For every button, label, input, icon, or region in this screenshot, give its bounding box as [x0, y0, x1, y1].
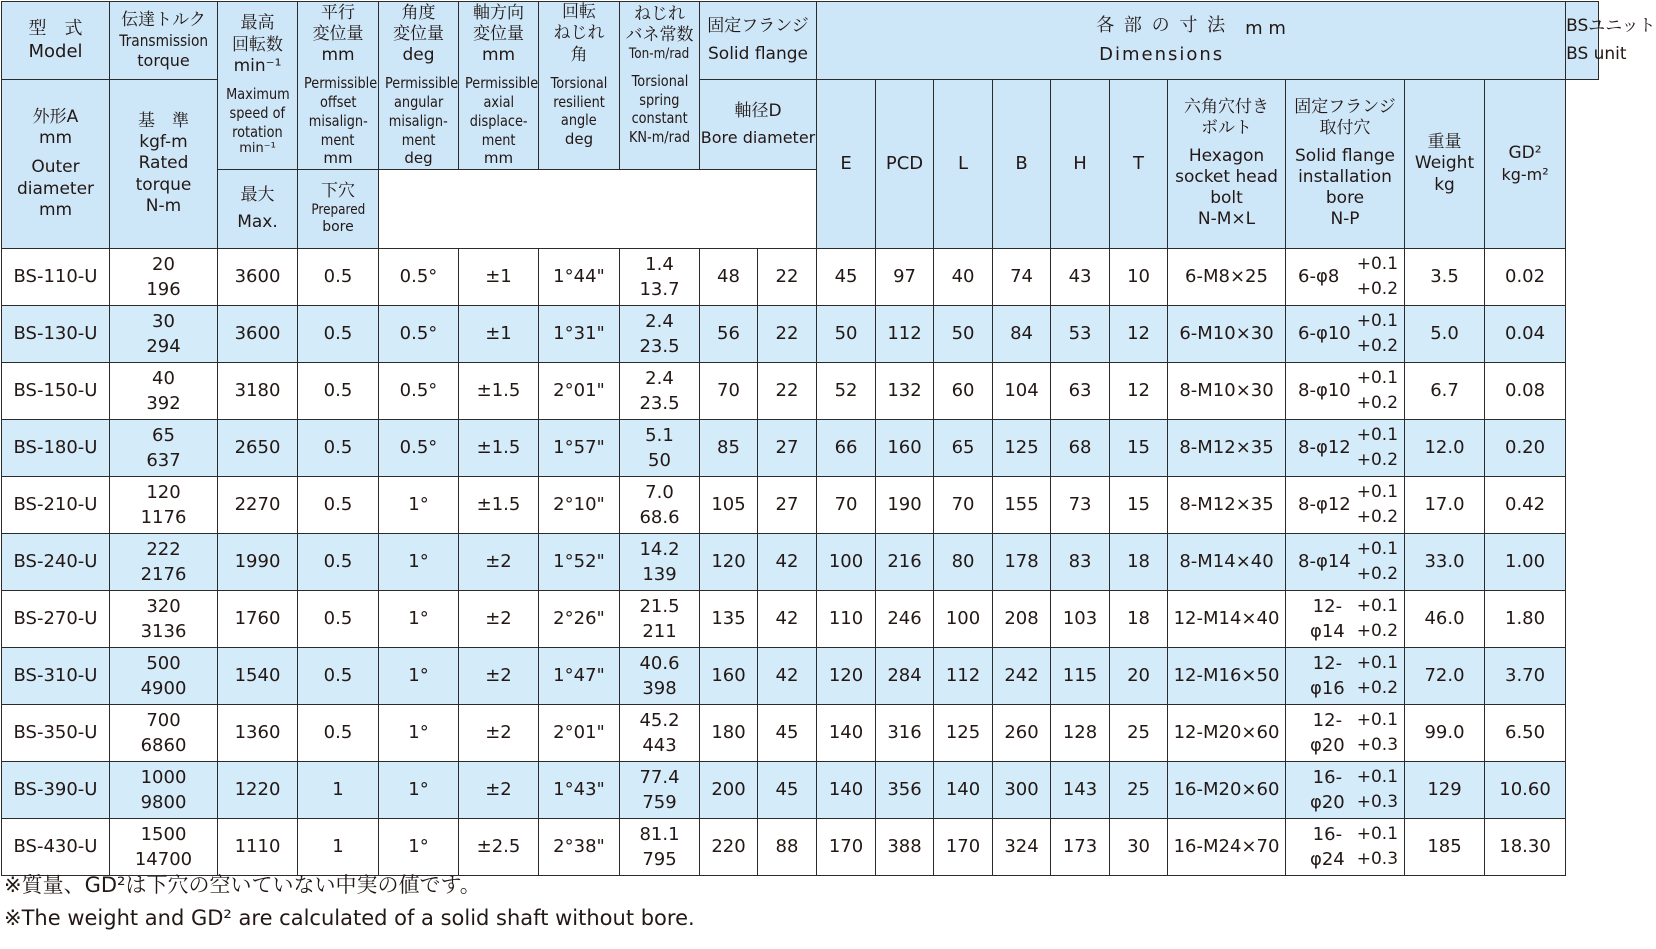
- cell-angular: 1°: [379, 533, 459, 590]
- cell-T: 25: [1110, 761, 1168, 818]
- cell-T: 25: [1110, 704, 1168, 761]
- cell-offset: 0.5: [298, 533, 379, 590]
- cell-E: 140: [817, 704, 876, 761]
- cell-B: 84: [993, 305, 1051, 362]
- cell-spring-constant: 7.0 68.6: [620, 476, 700, 533]
- cell-offset: 0.5: [298, 248, 379, 305]
- cell-model: BS-180-U: [2, 419, 110, 476]
- cell-L: 112: [934, 647, 993, 704]
- cell-offset: 1: [298, 761, 379, 818]
- cell-PCD: 216: [876, 533, 934, 590]
- cell-gd2: 0.20: [1485, 419, 1566, 476]
- cell-max-speed: 1760: [218, 590, 298, 647]
- cell-bore-max: 105: [700, 476, 758, 533]
- cell-H: 83: [1051, 533, 1110, 590]
- cell-bore-max: 135: [700, 590, 758, 647]
- cell-axial: ±1.5: [459, 476, 539, 533]
- cell-install-bore: [1286, 818, 1405, 875]
- cell-T: 20: [1110, 647, 1168, 704]
- cell-PCD: 97: [876, 248, 934, 305]
- cell-bolt: 8-M12×35: [1168, 476, 1286, 533]
- cell-L: 80: [934, 533, 993, 590]
- cell-H: 128: [1051, 704, 1110, 761]
- cell-angular: 1°: [379, 476, 459, 533]
- cell-spring-constant: 40.6 398: [620, 647, 700, 704]
- cell-bore-prepared: 22: [758, 362, 817, 419]
- cell-E: 120: [817, 647, 876, 704]
- header-rated-torque: 基 準 kgf-m Rated torque N-m: [110, 80, 218, 249]
- tolerance: +0.1 +0.2: [1356, 652, 1399, 698]
- cell-torque: 30 294: [110, 305, 218, 362]
- header-outer-diameter: 外形A mm Outer diameter mm: [2, 80, 110, 249]
- cell-L: 50: [934, 305, 993, 362]
- cell-model: BS-150-U: [2, 362, 110, 419]
- cell-axial: ±2: [459, 590, 539, 647]
- cell-install-bore: [1286, 761, 1405, 818]
- header-model: 型 式 Model: [2, 2, 110, 80]
- cell-L: 65: [934, 419, 993, 476]
- tolerance: +0.1 +0.2: [1356, 481, 1399, 527]
- cell-bolt: 12-M16×50: [1168, 647, 1286, 704]
- cell-angular: 1°: [379, 761, 459, 818]
- cell-torsional-angle: 1°44": [539, 248, 620, 305]
- header-prepared-bore: 下穴 Prepared bore: [298, 169, 379, 248]
- cell-max-speed: 2650: [218, 419, 298, 476]
- install-bore-value: 12-φ20: [1309, 709, 1345, 756]
- tolerance: +0.1 +0.2: [1356, 595, 1399, 641]
- header-max-speed: 最高 回転数 min⁻¹ Maximum speed of rotation min⁻¹: [218, 2, 298, 170]
- install-bore-value: 6-φ10: [1298, 323, 1351, 345]
- cell-max-speed: 1990: [218, 533, 298, 590]
- cell-axial: ±1.5: [459, 419, 539, 476]
- cell-spring-constant: 2.4 23.5: [620, 305, 700, 362]
- cell-torsional-angle: 1°57": [539, 419, 620, 476]
- header-install-bore: 固定フランジ 取付穴 Solid flange installation bore N-P: [1286, 80, 1405, 249]
- cell-L: 140: [934, 761, 993, 818]
- cell-B: 208: [993, 590, 1051, 647]
- cell-bolt: 6-M8×25: [1168, 248, 1286, 305]
- cell-install-bore: [1286, 647, 1405, 704]
- cell-T: 18: [1110, 590, 1168, 647]
- cell-T: 12: [1110, 305, 1168, 362]
- cell-bolt: 12-M14×40: [1168, 590, 1286, 647]
- header-axial: 軸方向 変位量 mm Permissible axial displace- ment mm: [459, 2, 539, 170]
- cell-E: 50: [817, 305, 876, 362]
- cell-offset: 0.5: [298, 362, 379, 419]
- cell-torsional-angle: 2°26": [539, 590, 620, 647]
- table-row: [2, 305, 1599, 362]
- note-japanese: ※質量、GD²は下穴の空いていない中実の値です。: [4, 873, 481, 897]
- cell-H: 115: [1051, 647, 1110, 704]
- cell-model: BS-240-U: [2, 533, 110, 590]
- cell-PCD: 132: [876, 362, 934, 419]
- install-bore-value: 16-φ20: [1309, 766, 1345, 813]
- cell-bore-max: 56: [700, 305, 758, 362]
- cell-offset: 0.5: [298, 647, 379, 704]
- cell-bore-max: 220: [700, 818, 758, 875]
- cell-torque: 320 3136: [110, 590, 218, 647]
- cell-H: 143: [1051, 761, 1110, 818]
- cell-axial: ±1.5: [459, 362, 539, 419]
- note-english: ※The weight and GD² are calculated of a solid shaft without bore.: [4, 906, 695, 930]
- cell-torsional-angle: 2°38": [539, 818, 620, 875]
- cell-spring-constant: 1.4 13.7: [620, 248, 700, 305]
- spec-table: [1, 1, 1656, 876]
- cell-model: BS-310-U: [2, 647, 110, 704]
- tolerance: +0.1 +0.2: [1356, 424, 1399, 470]
- cell-H: 63: [1051, 362, 1110, 419]
- header-bs-unit: BSユニット BS unit: [1566, 2, 1599, 80]
- table-row: [2, 590, 1599, 647]
- cell-gd2: 10.60: [1485, 761, 1566, 818]
- cell-model: BS-430-U: [2, 818, 110, 875]
- cell-B: 125: [993, 419, 1051, 476]
- cell-B: 104: [993, 362, 1051, 419]
- cell-B: 300: [993, 761, 1051, 818]
- install-bore-value: 8-φ10: [1298, 380, 1351, 402]
- cell-model: BS-110-U: [2, 248, 110, 305]
- cell-L: 40: [934, 248, 993, 305]
- table-row: [2, 761, 1599, 818]
- cell-bore-prepared: 45: [758, 761, 817, 818]
- header-spring-constant: ねじれ バネ常数 Ton-m/rad Torsional spring constant KN-m/rad: [620, 2, 700, 170]
- cell-bore-prepared: 42: [758, 590, 817, 647]
- cell-model: BS-390-U: [2, 761, 110, 818]
- cell-bore-prepared: 42: [758, 533, 817, 590]
- cell-angular: 1°: [379, 590, 459, 647]
- cell-spring-constant: 5.1 50: [620, 419, 700, 476]
- cell-axial: ±1: [459, 305, 539, 362]
- cell-model: BS-130-U: [2, 305, 110, 362]
- cell-torque: 500 4900: [110, 647, 218, 704]
- tolerance: +0.1 +0.2: [1356, 538, 1399, 584]
- header-B: B: [993, 80, 1051, 249]
- cell-offset: 0.5: [298, 704, 379, 761]
- cell-gd2: 3.70: [1485, 647, 1566, 704]
- header-E: E: [817, 80, 876, 249]
- cell-T: 18: [1110, 533, 1168, 590]
- cell-weight: 129: [1405, 761, 1485, 818]
- cell-PCD: 284: [876, 647, 934, 704]
- cell-torsional-angle: 1°47": [539, 647, 620, 704]
- table-row: [2, 419, 1599, 476]
- table-row: [2, 818, 1599, 875]
- header-T: T: [1110, 80, 1168, 249]
- cell-spring-constant: 2.4 23.5: [620, 362, 700, 419]
- cell-offset: 0.5: [298, 419, 379, 476]
- header-bore-diameter: 軸径D Bore diameter: [700, 80, 817, 170]
- cell-torque: 65 637: [110, 419, 218, 476]
- cell-spring-constant: 77.4 759: [620, 761, 700, 818]
- header-weight: 重量 Weight kg: [1405, 80, 1485, 249]
- cell-PCD: 316: [876, 704, 934, 761]
- cell-E: 140: [817, 761, 876, 818]
- cell-torque: 222 2176: [110, 533, 218, 590]
- cell-L: 60: [934, 362, 993, 419]
- cell-PCD: 388: [876, 818, 934, 875]
- cell-bolt: 12-M20×60: [1168, 704, 1286, 761]
- cell-torque: 20 196: [110, 248, 218, 305]
- cell-install-bore: [1286, 476, 1405, 533]
- cell-model: BS-210-U: [2, 476, 110, 533]
- cell-max-speed: 1110: [218, 818, 298, 875]
- cell-H: 73: [1051, 476, 1110, 533]
- cell-bore-prepared: 27: [758, 476, 817, 533]
- install-bore-value: 8-φ12: [1298, 494, 1351, 516]
- cell-angular: 1°: [379, 818, 459, 875]
- header-gd2: GD² kg-m²: [1485, 80, 1566, 249]
- cell-torsional-angle: 2°01": [539, 362, 620, 419]
- cell-weight: 6.7: [1405, 362, 1485, 419]
- cell-gd2: 6.50: [1485, 704, 1566, 761]
- cell-bolt: 8-M10×30: [1168, 362, 1286, 419]
- cell-bore-prepared: 22: [758, 305, 817, 362]
- cell-T: 12: [1110, 362, 1168, 419]
- cell-weight: 99.0: [1405, 704, 1485, 761]
- cell-H: 173: [1051, 818, 1110, 875]
- cell-spring-constant: 45.2 443: [620, 704, 700, 761]
- table-row: [2, 647, 1599, 704]
- install-bore-value: 16-φ24: [1309, 823, 1345, 870]
- cell-torque: 120 1176: [110, 476, 218, 533]
- cell-B: 260: [993, 704, 1051, 761]
- cell-PCD: 112: [876, 305, 934, 362]
- cell-install-bore: [1286, 533, 1405, 590]
- header-hex-bolt: 六角穴付き ボルト Hexagon socket head bolt N-M×L: [1168, 80, 1286, 249]
- cell-L: 170: [934, 818, 993, 875]
- cell-bolt: 8-M12×35: [1168, 419, 1286, 476]
- tolerance: +0.1 +0.2: [1356, 310, 1399, 356]
- cell-E: 66: [817, 419, 876, 476]
- cell-E: 110: [817, 590, 876, 647]
- table-row: [2, 533, 1599, 590]
- install-bore-value: 8-φ12: [1298, 437, 1351, 459]
- cell-weight: 46.0: [1405, 590, 1485, 647]
- cell-bore-prepared: 22: [758, 248, 817, 305]
- table-row: [2, 704, 1599, 761]
- cell-angular: 1°: [379, 647, 459, 704]
- cell-spring-constant: 21.5 211: [620, 590, 700, 647]
- cell-bore-max: 120: [700, 533, 758, 590]
- cell-H: 103: [1051, 590, 1110, 647]
- cell-torsional-angle: 1°43": [539, 761, 620, 818]
- cell-install-bore: [1286, 248, 1405, 305]
- cell-max-speed: 1220: [218, 761, 298, 818]
- cell-weight: 72.0: [1405, 647, 1485, 704]
- cell-max-speed: 1540: [218, 647, 298, 704]
- cell-torsional-angle: 1°52": [539, 533, 620, 590]
- cell-gd2: 0.08: [1485, 362, 1566, 419]
- cell-L: 70: [934, 476, 993, 533]
- cell-weight: 17.0: [1405, 476, 1485, 533]
- cell-bolt: 16-M20×60: [1168, 761, 1286, 818]
- cell-B: 242: [993, 647, 1051, 704]
- cell-E: 170: [817, 818, 876, 875]
- cell-install-bore: [1286, 704, 1405, 761]
- install-bore-value: 12-φ14: [1309, 595, 1345, 642]
- cell-T: 10: [1110, 248, 1168, 305]
- cell-bore-max: 160: [700, 647, 758, 704]
- header-L: L: [934, 80, 993, 249]
- cell-bore-max: 200: [700, 761, 758, 818]
- cell-install-bore: [1286, 305, 1405, 362]
- table-row: [2, 476, 1599, 533]
- cell-bore-prepared: 88: [758, 818, 817, 875]
- cell-weight: 12.0: [1405, 419, 1485, 476]
- cell-angular: 0.5°: [379, 419, 459, 476]
- cell-torque: 700 6860: [110, 704, 218, 761]
- cell-T: 30: [1110, 818, 1168, 875]
- cell-axial: ±2.5: [459, 818, 539, 875]
- cell-H: 53: [1051, 305, 1110, 362]
- cell-PCD: 356: [876, 761, 934, 818]
- cell-angular: 0.5°: [379, 248, 459, 305]
- header-dimensions: 各 部 の 寸 法 Dimensions m m: [817, 2, 1566, 80]
- cell-model: BS-270-U: [2, 590, 110, 647]
- cell-T: 15: [1110, 476, 1168, 533]
- header-offset: 平行 変位量 mm Permissible offset misalign- ment mm: [298, 2, 379, 170]
- cell-PCD: 160: [876, 419, 934, 476]
- cell-angular: 1°: [379, 704, 459, 761]
- cell-B: 178: [993, 533, 1051, 590]
- cell-offset: 1: [298, 818, 379, 875]
- cell-install-bore: [1286, 590, 1405, 647]
- cell-bore-max: 48: [700, 248, 758, 305]
- cell-weight: 33.0: [1405, 533, 1485, 590]
- cell-bore-max: 70: [700, 362, 758, 419]
- cell-H: 43: [1051, 248, 1110, 305]
- cell-bolt: 16-M24×70: [1168, 818, 1286, 875]
- cell-torsional-angle: 2°10": [539, 476, 620, 533]
- cell-max-speed: 3600: [218, 248, 298, 305]
- install-bore-value: 6-φ8: [1298, 266, 1340, 288]
- cell-gd2: 0.02: [1485, 248, 1566, 305]
- cell-B: 324: [993, 818, 1051, 875]
- cell-T: 15: [1110, 419, 1168, 476]
- cell-B: 74: [993, 248, 1051, 305]
- header-max-bore: 最大 Max.: [218, 169, 298, 248]
- cell-axial: ±2: [459, 761, 539, 818]
- cell-bolt: 8-M14×40: [1168, 533, 1286, 590]
- tolerance: +0.1 +0.3: [1356, 823, 1399, 869]
- header-torque: 伝達トルク Transmission torque: [110, 2, 218, 80]
- tolerance: +0.1 +0.3: [1356, 709, 1399, 755]
- cell-axial: ±2: [459, 704, 539, 761]
- cell-gd2: 0.42: [1485, 476, 1566, 533]
- cell-install-bore: [1286, 362, 1405, 419]
- cell-model: BS-350-U: [2, 704, 110, 761]
- cell-axial: ±2: [459, 647, 539, 704]
- cell-bolt: 6-M10×30: [1168, 305, 1286, 362]
- cell-torque: 1000 9800: [110, 761, 218, 818]
- cell-spring-constant: 81.1 795: [620, 818, 700, 875]
- cell-E: 52: [817, 362, 876, 419]
- cell-angular: 0.5°: [379, 362, 459, 419]
- cell-torsional-angle: 2°01": [539, 704, 620, 761]
- cell-offset: 0.5: [298, 590, 379, 647]
- cell-axial: ±2: [459, 533, 539, 590]
- cell-axial: ±1: [459, 248, 539, 305]
- cell-weight: 185: [1405, 818, 1485, 875]
- table-row: [2, 362, 1599, 419]
- cell-max-speed: 3180: [218, 362, 298, 419]
- cell-bore-max: 180: [700, 704, 758, 761]
- cell-torque: 40 392: [110, 362, 218, 419]
- cell-install-bore: [1286, 419, 1405, 476]
- cell-offset: 0.5: [298, 476, 379, 533]
- cell-L: 125: [934, 704, 993, 761]
- cell-gd2: 1.80: [1485, 590, 1566, 647]
- cell-bore-prepared: 27: [758, 419, 817, 476]
- cell-angular: 0.5°: [379, 305, 459, 362]
- install-bore-value: 8-φ14: [1298, 551, 1351, 573]
- table-body: [2, 248, 1599, 875]
- cell-max-speed: 2270: [218, 476, 298, 533]
- cell-bore-prepared: 45: [758, 704, 817, 761]
- cell-max-speed: 3600: [218, 305, 298, 362]
- cell-weight: 3.5: [1405, 248, 1485, 305]
- install-bore-value: 12-φ16: [1309, 652, 1345, 699]
- cell-weight: 5.0: [1405, 305, 1485, 362]
- header-torsional-angle: 回転 ねじれ 角 Torsional resilient angle deg: [539, 2, 620, 170]
- cell-bore-prepared: 42: [758, 647, 817, 704]
- table-row: [2, 248, 1599, 305]
- header-PCD: PCD: [876, 80, 934, 249]
- tolerance: +0.1 +0.2: [1356, 253, 1399, 299]
- cell-gd2: 1.00: [1485, 533, 1566, 590]
- header-H: H: [1051, 80, 1110, 249]
- cell-gd2: 0.04: [1485, 305, 1566, 362]
- header-solid-flange: 固定フランジ Solid flange: [700, 2, 817, 80]
- cell-max-speed: 1360: [218, 704, 298, 761]
- tolerance: +0.1 +0.3: [1356, 766, 1399, 812]
- cell-spring-constant: 14.2 139: [620, 533, 700, 590]
- cell-gd2: 18.30: [1485, 818, 1566, 875]
- cell-E: 100: [817, 533, 876, 590]
- cell-E: 45: [817, 248, 876, 305]
- cell-torque: 1500 14700: [110, 818, 218, 875]
- cell-H: 68: [1051, 419, 1110, 476]
- tolerance: +0.1 +0.2: [1356, 367, 1399, 413]
- cell-B: 155: [993, 476, 1051, 533]
- cell-offset: 0.5: [298, 305, 379, 362]
- header-angular: 角度 変位量 deg Permissible angular misalign- ment deg: [379, 2, 459, 170]
- cell-L: 100: [934, 590, 993, 647]
- cell-bore-max: 85: [700, 419, 758, 476]
- cell-E: 70: [817, 476, 876, 533]
- cell-PCD: 190: [876, 476, 934, 533]
- cell-torsional-angle: 1°31": [539, 305, 620, 362]
- cell-PCD: 246: [876, 590, 934, 647]
